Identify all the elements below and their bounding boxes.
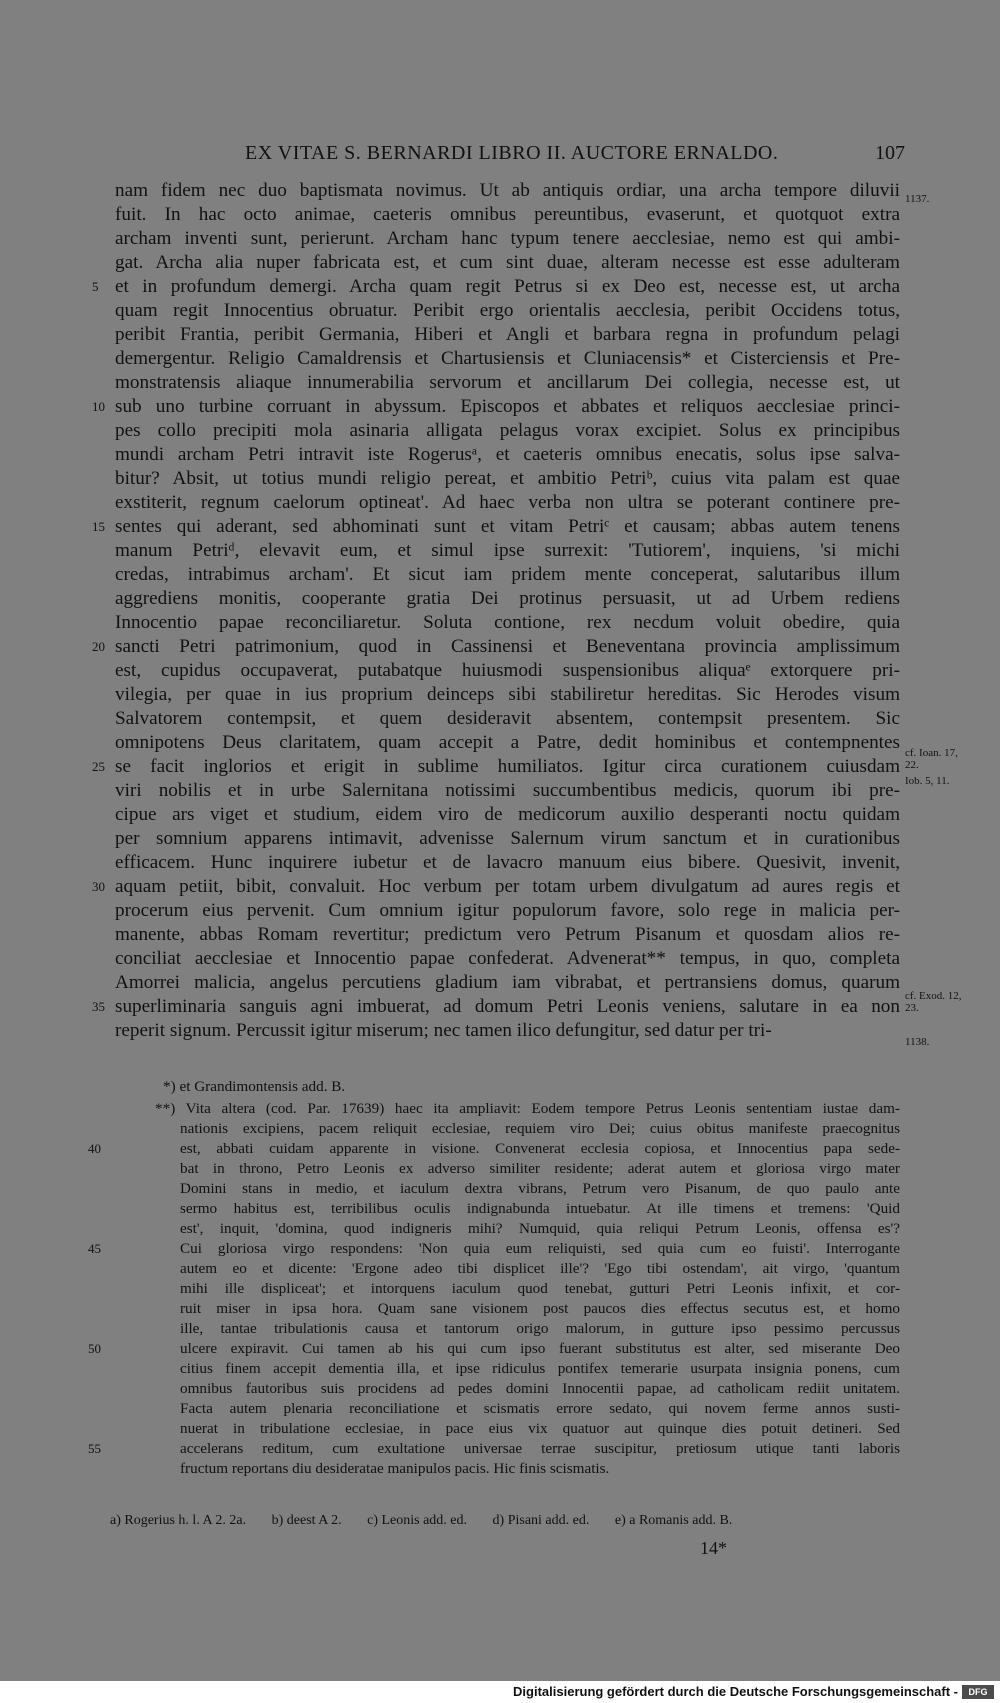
text-line: sentes qui aderant, sed abhominati sunt et vitam Petriᶜ et causam; abbas autem tenens <box>115 516 900 537</box>
text-line: procerum eius pervenit. Cum omnium igitur populorum favore, solo rege in malicia per- <box>115 900 900 921</box>
text-line: viri nobilis et in urbe Salernitana notissimi succumbentibus medicis, quorum ibi pre- <box>115 780 900 801</box>
text-line: demergentur. Religio Camaldrensis et Chartusiensis et Cluniacensis* et Cisterciensis et Pre- <box>115 348 900 369</box>
footnote-line: omnibus fautoribus suis procidens ad pedes domini Innocentii papae, ad catholicam rediit unitatem. <box>180 1380 900 1397</box>
footnote-line: **) Vita altera (cod. Par. 17639) haec ita ampliavit: Eodem tempore Petrus Leonis sententiam iustae dam- <box>155 1100 900 1117</box>
footnote-line: sermo habitus est, terribilibus oculis indignabunda intuebatur. At ille timens et tremens: 'Quid <box>180 1200 900 1217</box>
text-line: aquam petiit, bibit, convaluit. Hoc verbum per totam urbem divulgatum ad aures regis et <box>115 876 900 897</box>
line-number: 10 <box>92 399 105 414</box>
text-line: fuit. In hac octo animae, caeteris omnibus pereuntibus, evaserunt, et quotquot extra <box>115 204 900 225</box>
footnote-line-number: 40 <box>88 1141 101 1156</box>
line-number: 15 <box>92 519 105 534</box>
text-line: exstiterit, regnum caelorum optineat'. Ad haec verba non ultra se poterant continere pre- <box>115 492 900 513</box>
text-line: sub uno turbine corruant in abyssum. Episcopos et abbates et reliquos aecclesiae princi- <box>115 396 900 417</box>
text-line: omnipotens Deus claritatem, quam accepit a Patre, dedit hominibus et contempnentes <box>115 732 900 753</box>
text-line: per somnium apparens intimavit, advenisse Salernum virum sanctum et in curationibus <box>115 828 900 849</box>
text-line: pes collo precipiti mola asinaria alligata pelagus vorax excipiet. Solus ex principibus <box>115 420 900 441</box>
footnote-line: citius finem accepit dementia illa, et ipse ridiculus pontifex temerarie usurpata insignia ponens, cum <box>180 1360 900 1377</box>
text-line: monstratensis aliaque innumerabilia servorum et ancillarum Dei collegia, necesse est, ut <box>115 372 900 393</box>
text-line: gat. Archa alia nuper fabricata est, et cum sint duae, alteram necesse est esse adulteram <box>115 252 900 273</box>
footnote-line-number: 50 <box>88 1341 101 1356</box>
line-number: 25 <box>92 759 105 774</box>
line-number: 5 <box>92 279 99 294</box>
text-line: se facit inglorios et erigit in sublime humiliatos. Igitur circa curationem cuiusdam <box>115 756 900 777</box>
text-line: quam regit Innocentius obruatur. Peribit ergo orientalis aecclesia, peribit Occidens totus, <box>115 300 900 321</box>
text-line: est, cupidus occupaverat, putabatque huiusmodi suspensionibus aliquaᵉ extorquere pri- <box>115 660 900 681</box>
text-line: vilegia, per quae in ius proprium deinceps sibi stabiliretur hereditas. Sic Herodes visum <box>115 684 900 705</box>
apparatus-note-a: a) Rogerius h. l. A 2. 2a. <box>110 1513 247 1528</box>
text-line: superliminaria sanguis agni imbuerat, ad domum Petri Leonis veniens, salutare in ea non <box>115 996 900 1017</box>
text-line: cipue ars viget et studium, eidem viro de medicorum auxilio desperanti noctu quidam <box>115 804 900 825</box>
footnote-line-number: 55 <box>88 1441 101 1456</box>
text-line: efficacem. Hunc inquirere iubetur et de lavacro manuum eius bibere. Quesivit, invenit, <box>115 852 900 873</box>
footnote-line: Domini stans in medio, et iaculum dextra vibrans, Petrum vero Pisanum, de quo paulo ante <box>180 1180 900 1197</box>
apparatus-note-d: d) Pisani add. ed. <box>492 1513 590 1528</box>
footnote-line: est', inquit, 'domina, quod indigneris mihi? Numquid, quia reliqui Petrum Leonis, offensa es'? <box>180 1220 900 1237</box>
signature-mark: 14* <box>700 1538 727 1558</box>
footnote-line: ruit miser in ipsa hora. Quam sane visionem post paucos dies effectus secutus est, et homo <box>180 1300 900 1317</box>
text-line: peribit Frantia, peribit Germania, Hiberi et Angli et barbara regna in profundum pelagi <box>115 324 900 345</box>
line-number: 35 <box>92 999 105 1014</box>
footnote-line: bat in throno, Petro Leonis ex adverso similiter residente; aderat autem et gloriosa virgo mater <box>180 1160 900 1177</box>
apparatus-note-c: c) Leonis add. ed. <box>367 1513 468 1528</box>
text-line: credas, intrabimus archam'. Et sicut iam pridem mente conceperat, salutaribus illum <box>115 564 900 585</box>
footnote-line: nuerat in tribulatione ecclesiae, in pace eius vix quatuor aut quinque dies potuit detineri. Sed <box>180 1420 900 1437</box>
critical-apparatus <box>110 1513 754 1529</box>
footnote-line: autem eo et dicente: 'Ergone adeo tibi displicet ille'? 'Ego tibi ostendam', ait virgo, 'quantum <box>180 1260 900 1277</box>
footer-bar <box>0 1681 1000 1703</box>
text-line: Salvatorem contempsit, et quem desideravit absentem, contempsit presentem. Sic <box>115 708 900 729</box>
line-number: 30 <box>92 879 105 894</box>
text-line: mundi archam Petri intravit iste Rogerusᵃ, et caeteris omnibus enecatis, solus ipse salva- <box>115 444 900 465</box>
text-line: Amorrei malicia, angelus percutiens gladium iam vibrabat, et pertransiens domus, quarum <box>115 972 900 993</box>
text-line: conciliat aecclesiae et Innocentio papae confederat. Advenerat** tempus, in quo, completa <box>115 948 900 969</box>
footnote-line: fructum reportans diu desideratae manipulos pacis. Hic finis scismatis. <box>180 1460 610 1477</box>
text-line: reperit signum. Percussit igitur miserum; nec tamen ilico defungitur, sed datur per tri- <box>115 1020 772 1041</box>
apparatus-note-b: b) deest A 2. <box>271 1513 342 1528</box>
margin-note-iob: Iob. 5, 11. <box>905 775 950 787</box>
text-line: manente, abbas Romam revertitur; predictum vero Petrum Pisanum et quosdam alios re- <box>115 924 900 945</box>
footer-text: Digitalisierung gefördert durch die Deutsche Forschungsgemeinschaft - <box>513 1684 958 1699</box>
line-number: 20 <box>92 639 105 654</box>
footnote-line-number: 45 <box>88 1241 101 1256</box>
margin-note-year-1137: 1137. <box>905 193 930 205</box>
footnote-line: accelerans reditum, cum exultatione universae terrae suscipitur, pretiosum utique tanti laboris <box>180 1440 900 1457</box>
footnote-line: ulcere expiravit. Cui tamen ab his qui cum ipso fuerant substitutus est alter, sed miserante Deo <box>180 1340 900 1357</box>
text-line: manum Petriᵈ, elevavit eum, et simul ipse surrexit: 'Tutiorem', inquiens, 'si michi <box>115 540 900 561</box>
text-line: nam fidem nec duo baptismata novimus. Ut ab antiquis ordiar, una archa tempore diluvii <box>115 180 900 201</box>
apparatus-note-e: e) a Romanis add. B. <box>614 1513 733 1528</box>
running-header <box>115 140 905 170</box>
footnote-line: nationis excipiens, pacem reliquit ecclesiae, requiem viro Dei; cuius obitus manifeste praecognitus <box>180 1120 900 1137</box>
text-line: bitur? Absit, ut totius mundi religio pereat, et ambitio Petriᵇ, cuius vita palam est quae <box>115 468 900 489</box>
margin-note-year-1138: 1138. <box>905 1036 930 1048</box>
margin-note-exod: cf. Exod. 12, 23. <box>905 990 962 1014</box>
footnote-line: ille, tantae tribulationis causa et tantorum origo malorum, in gutture ipso pessimo percussus <box>180 1320 900 1337</box>
text-line: et in profundum demergi. Archa quam regit Petrus si ex Deo est, necesse est, ut archa <box>115 276 900 297</box>
text-line: sancti Petri patrimonium, quod in Cassinensi et Beneventana provincia amplissimum <box>115 636 900 657</box>
footnote-line: Cui gloriosa virgo respondens: 'Non quia eum reliquisti, sed quia cum eo fuisti'. Interrogante <box>180 1240 900 1257</box>
footnote-star: *) et Grandimontensis add. B. <box>163 1078 346 1095</box>
page-number: 107 <box>875 142 905 164</box>
dfg-logo: DFG <box>962 1685 994 1699</box>
footnote-line: mihi ille displiceat'; et intorquens iaculum quod tenebat, gutturi Petri Leonis infixit, et cor- <box>180 1280 900 1297</box>
margin-note-ioan: cf. Ioan. 17, 22. <box>905 747 958 771</box>
running-title: EX VITAE S. BERNARDI LIBRO II. AUCTORE ERNALDO. <box>245 142 779 164</box>
footnote-line: est, abbati cuidam apparente in visione. Convenerat ecclesia copiosa, et Innocentius papa sede- <box>180 1140 900 1157</box>
text-line: archam inventi sunt, perierunt. Archam hanc typum tenere aecclesiae, nemo est qui ambi- <box>115 228 900 249</box>
footnote-line: Facta autem plenaria reconciliatione et scismatis errore sedato, qui novem ferme annos susti- <box>180 1400 900 1417</box>
text-line: Innocentio papae reconciliaretur. Soluta contione, rex necdum voluit obedire, quia <box>115 612 900 633</box>
text-line: aggrediens monitis, cooperante gratia Dei protinus persuasit, ut ad Urbem rediens <box>115 588 900 609</box>
